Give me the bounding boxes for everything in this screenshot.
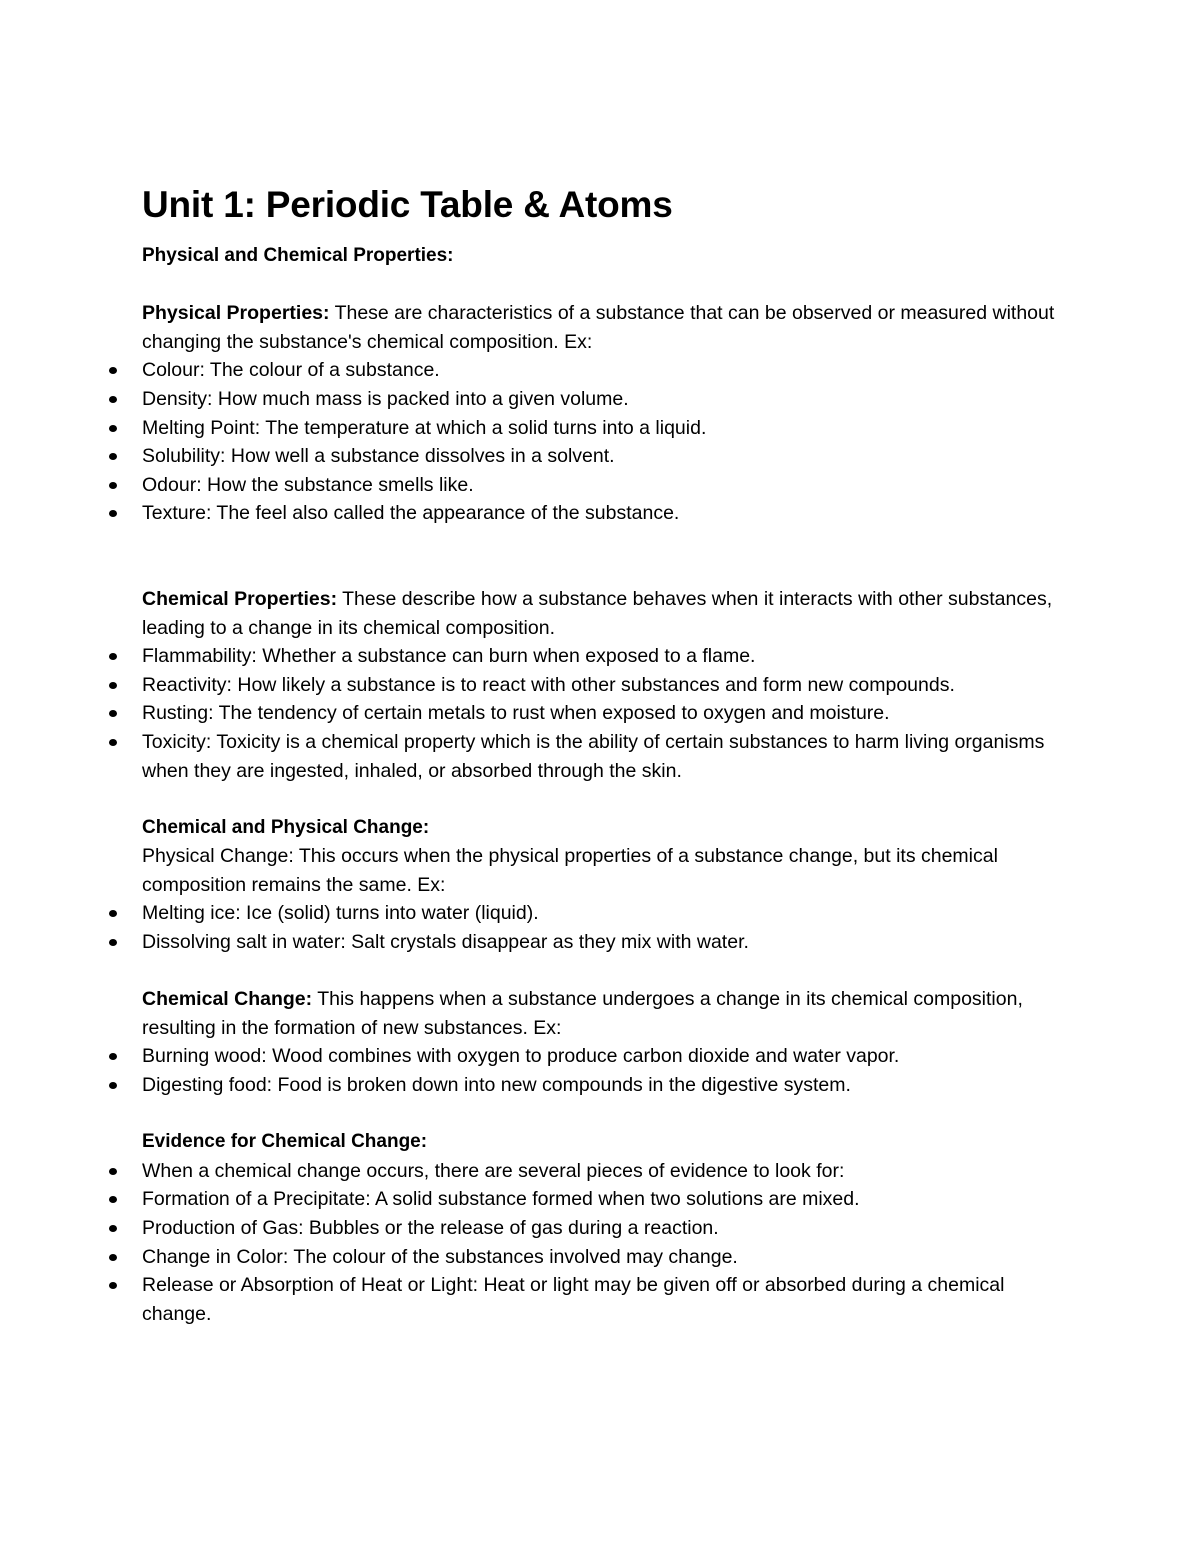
section-heading-change: Chemical and Physical Change: xyxy=(142,816,430,838)
physical-properties-label: Physical Properties: xyxy=(142,302,330,325)
list-item: Colour: The colour of a substance. xyxy=(142,356,1062,385)
list-item: Toxicity: Toxicity is a chemical property which is the ability of certain substances to harm living organisms when they are ingested, inhaled, or absorbed through the skin. xyxy=(142,728,1062,785)
list-item: Solubility: How well a substance dissolves in a solvent. xyxy=(142,442,1062,471)
chemical-properties-text: These describe how a substance behaves when it interacts with other substances, leading to a change in its chemical composition. xyxy=(142,587,1053,639)
list-item: Production of Gas: Bubbles or the release of gas during a reaction. xyxy=(142,1214,1062,1243)
physical-change-paragraph: Physical Change: This occurs when the physical properties of a substance change, but its chemical composition remains the same. Ex: xyxy=(142,845,998,896)
bullet-icon xyxy=(109,1282,117,1289)
list-item: Burning wood: Wood combines with oxygen to produce carbon dioxide and water vapor. xyxy=(142,1042,1062,1071)
bullet-icon xyxy=(109,653,117,660)
list-item: Formation of a Precipitate: A solid substance formed when two solutions are mixed. xyxy=(142,1185,1062,1214)
list-item: Release or Absorption of Heat or Light: Heat or light may be given off or absorbed during a chemical change. xyxy=(142,1271,1062,1328)
list-item: Density: How much mass is packed into a given volume. xyxy=(142,385,1062,414)
list-item: When a chemical change occurs, there are several pieces of evidence to look for: xyxy=(142,1157,1062,1186)
bullet-icon xyxy=(109,910,117,917)
physical-properties-paragraph xyxy=(142,299,1062,356)
list-item: Flammability: Whether a substance can burn when exposed to a flame. xyxy=(142,642,1062,671)
list-item: Texture: The feel also called the appearance of the substance. xyxy=(142,499,1062,528)
list-item: Rusting: The tendency of certain metals to rust when exposed to oxygen and moisture. xyxy=(142,699,1062,728)
chemical-change-label: Chemical Change: xyxy=(142,988,313,1011)
bullet-icon xyxy=(109,1254,117,1261)
page-title: Unit 1: Periodic Table & Atoms xyxy=(142,184,673,225)
list-item: Odour: How the substance smells like. xyxy=(142,471,1062,500)
bullet-icon xyxy=(109,682,117,689)
bullet-icon xyxy=(109,453,117,460)
list-item: Dissolving salt in water: Salt crystals disappear as they mix with water. xyxy=(142,928,1062,957)
physical-change-list xyxy=(142,899,1062,956)
bullet-icon xyxy=(109,939,117,946)
list-item: Melting Point: The temperature at which a solid turns into a liquid. xyxy=(142,414,1062,443)
bullet-icon xyxy=(109,1196,117,1203)
list-item: Melting ice: Ice (solid) turns into water (liquid). xyxy=(142,899,1062,928)
physical-properties-text: These are characteristics of a substance that can be observed or measured without changing the substance's chemical composition. Ex: xyxy=(142,302,1055,353)
list-item: Digesting food: Food is broken down into new compounds in the digestive system. xyxy=(142,1071,1062,1100)
bullet-icon xyxy=(109,425,117,432)
list-item: Change in Color: The colour of the substances involved may change. xyxy=(142,1243,1062,1272)
bullet-icon xyxy=(109,482,117,489)
bullet-icon xyxy=(109,739,117,746)
section-heading-evidence: Evidence for Chemical Change: xyxy=(142,1131,428,1153)
list-item: Reactivity: How likely a substance is to react with other substances and form new compounds. xyxy=(142,671,1062,700)
chemical-change-text: This happens when a substance undergoes a change in its chemical composition, resulting in the formation of new substances. Ex: xyxy=(142,988,1023,1039)
chemical-properties-paragraph xyxy=(142,585,1062,642)
physical-properties-list xyxy=(142,356,1062,528)
chemical-change-paragraph xyxy=(142,985,1062,1042)
bullet-icon xyxy=(109,1168,117,1175)
evidence-list xyxy=(142,1157,1062,1329)
bullet-icon xyxy=(109,1225,117,1232)
bullet-icon xyxy=(109,1082,117,1089)
bullet-icon xyxy=(109,396,117,403)
document-body xyxy=(142,183,1062,1328)
chemical-change-list xyxy=(142,1042,1062,1099)
bullet-icon xyxy=(109,367,117,374)
section-heading-properties: Physical and Chemical Properties: xyxy=(142,245,454,266)
bullet-icon xyxy=(109,1053,117,1060)
bullet-icon xyxy=(109,510,117,517)
bullet-icon xyxy=(109,710,117,717)
chemical-properties-list xyxy=(142,642,1062,785)
chemical-properties-label: Chemical Properties: xyxy=(142,587,338,610)
